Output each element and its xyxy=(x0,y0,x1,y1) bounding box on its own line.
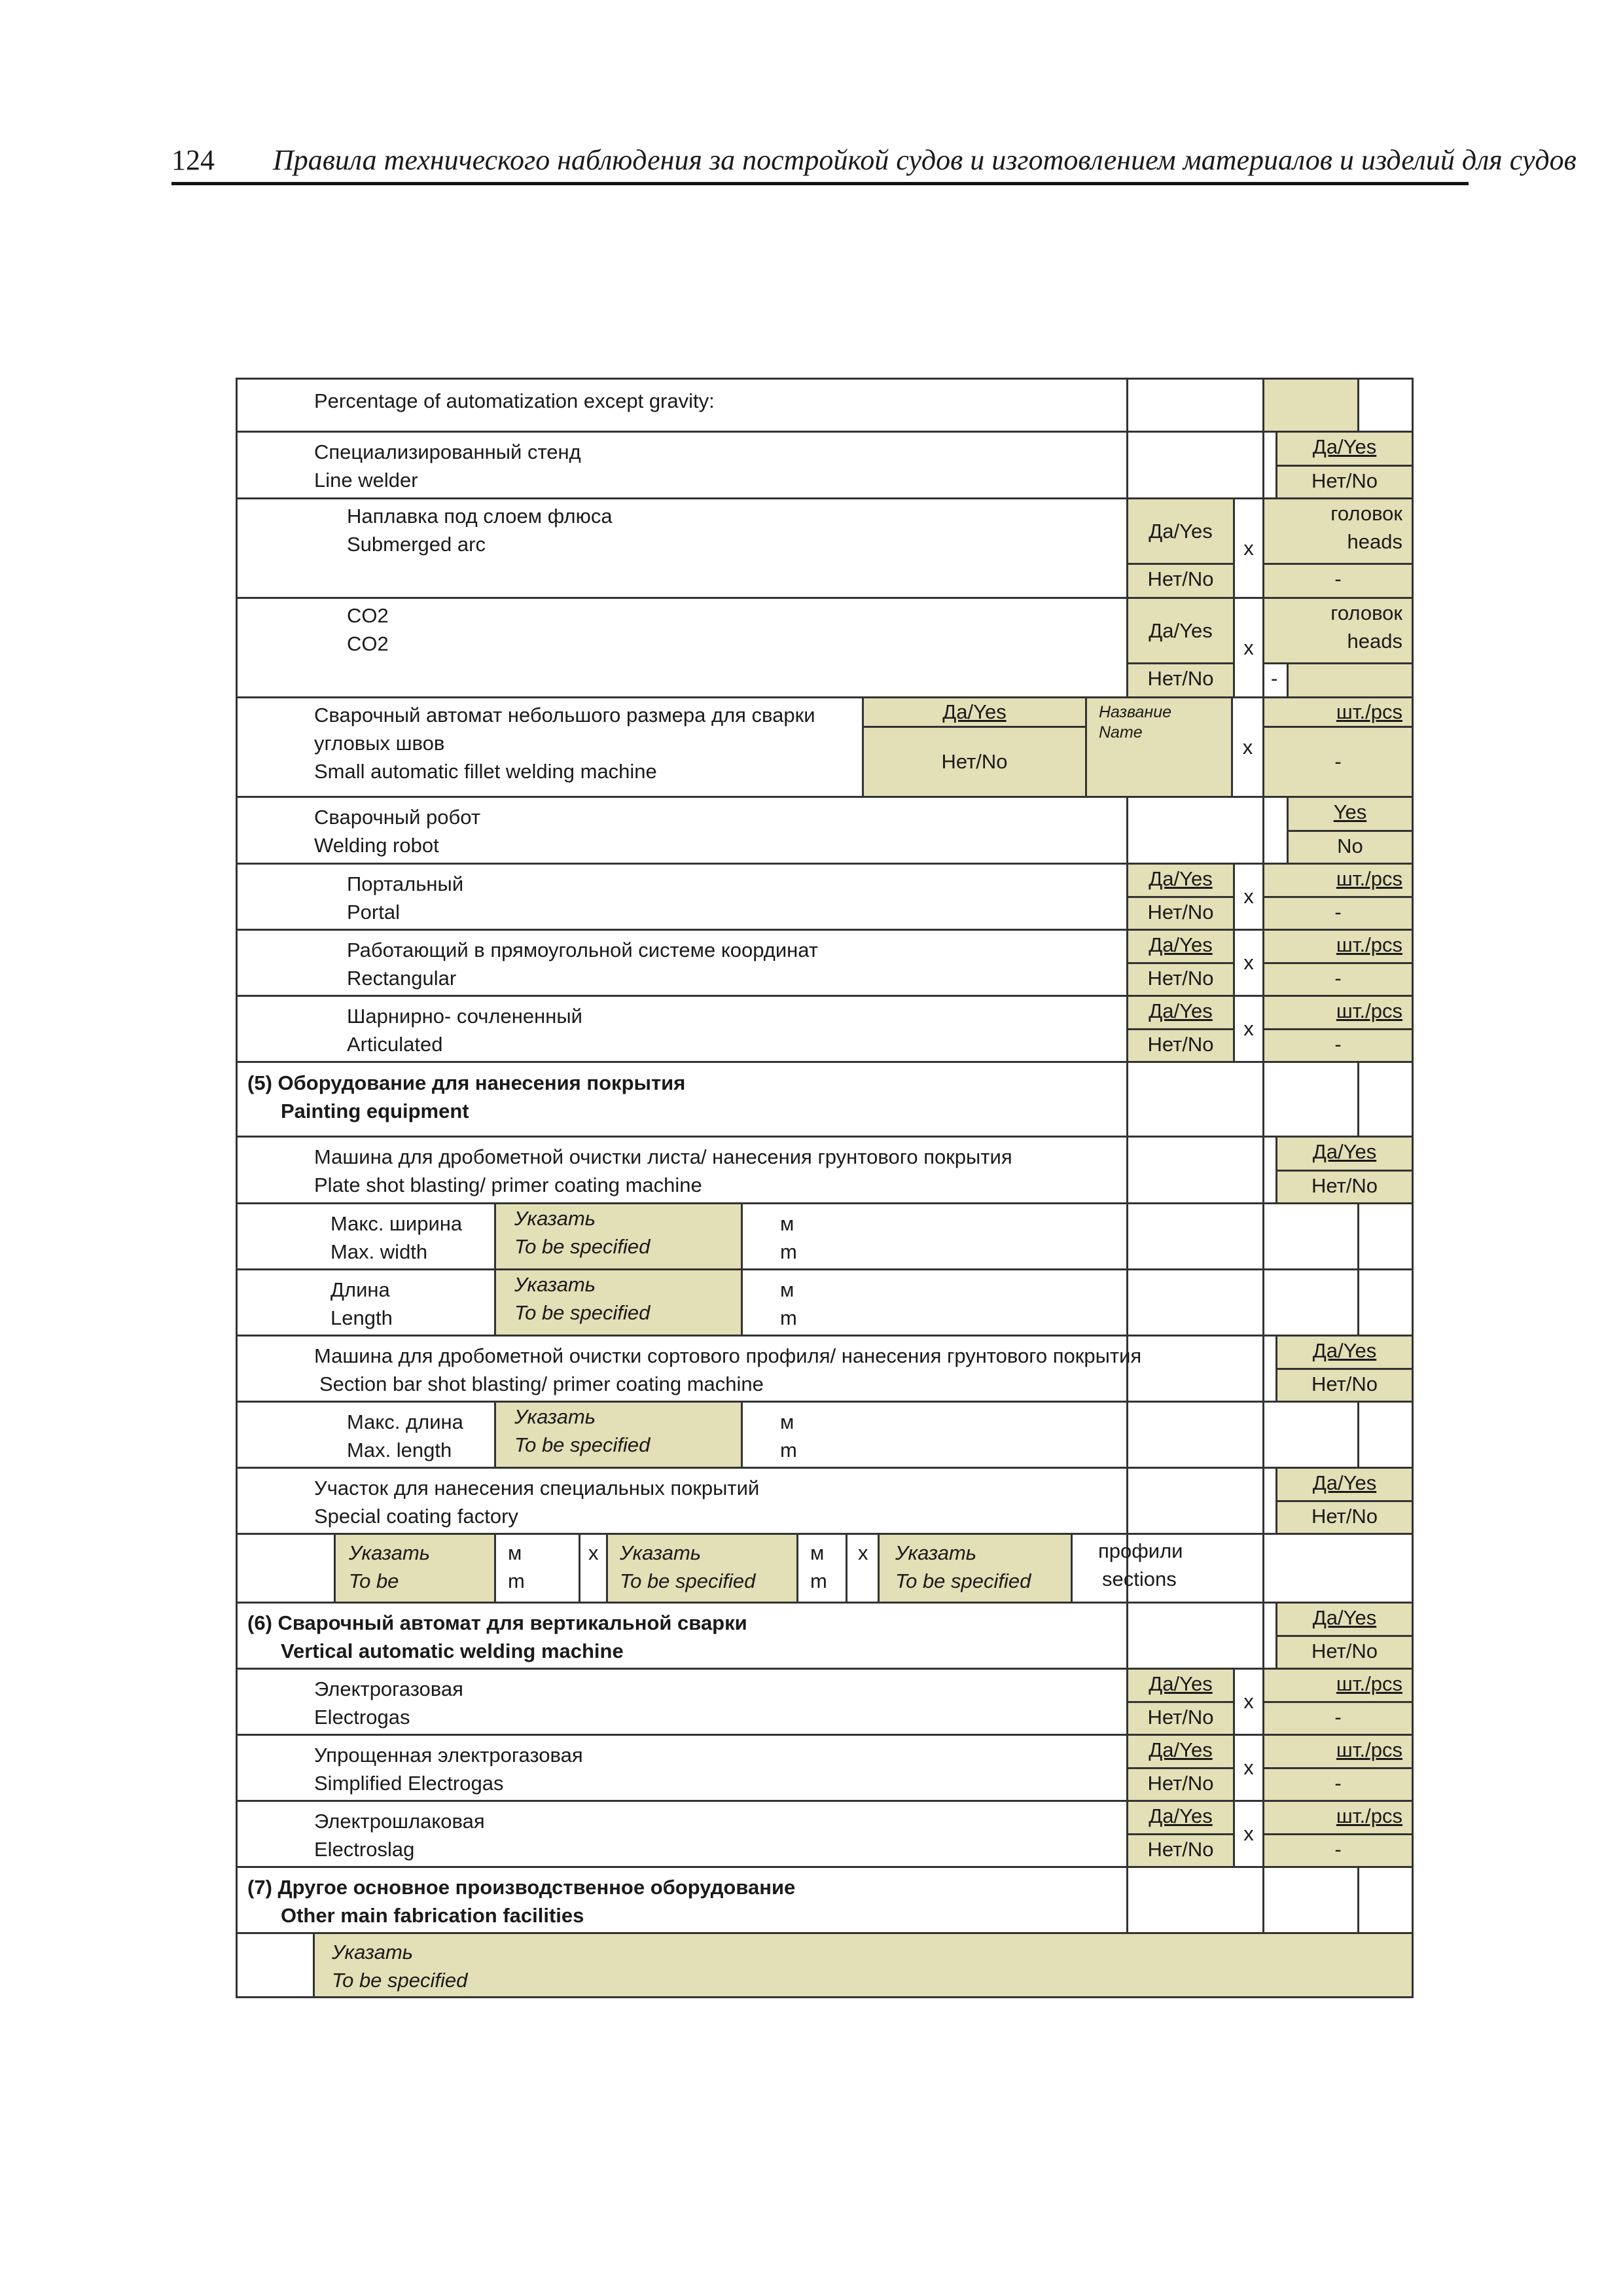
no-option[interactable]: Нет/No xyxy=(1126,662,1235,698)
yes-option[interactable]: Да/Yes xyxy=(1126,1734,1235,1769)
page-number: 124 xyxy=(171,144,215,176)
special-coating-label: Участок для нанесения специальных покрытий Special coating factory xyxy=(314,1477,760,1528)
electrogas-label: Электрогазовая Electrogas xyxy=(314,1677,463,1729)
heads-count[interactable]: - xyxy=(1262,662,1289,698)
yes-option[interactable]: Да/Yes xyxy=(1126,497,1235,565)
heads-input[interactable]: головок heads xyxy=(1262,497,1414,565)
multiply-sign: x xyxy=(1233,995,1264,1063)
multiply-sign: x xyxy=(846,1533,880,1604)
yes-option[interactable]: Да/Yes xyxy=(1126,1668,1235,1703)
empty-cell xyxy=(1262,796,1289,865)
line-welder-label: Специализированный стенд Line welder xyxy=(314,440,581,492)
rectangular-label: Работающий в прямоугольной системе координат Rectangular xyxy=(347,939,819,990)
yes-option[interactable]: Да/Yes xyxy=(1275,1136,1414,1172)
max-length-label: Макс. длина Max. length xyxy=(347,1410,463,1462)
empty-cell xyxy=(1126,1401,1264,1469)
no-option[interactable]: Нет/No xyxy=(1126,1701,1235,1736)
name-input[interactable]: Название Name xyxy=(1085,696,1233,798)
empty-cell xyxy=(1262,1202,1359,1270)
height-input[interactable]: Указать To be specified xyxy=(606,1533,798,1604)
empty-cell xyxy=(1126,1602,1264,1670)
yes-option[interactable]: Да/Yes xyxy=(1275,1467,1414,1502)
no-option[interactable]: Нет/No xyxy=(1126,896,1235,931)
empty-cell xyxy=(1126,1136,1264,1204)
no-option[interactable]: Нет/No xyxy=(862,726,1087,798)
empty-cell xyxy=(1262,1061,1359,1138)
yes-option[interactable]: Да/Yes xyxy=(862,696,1087,728)
no-option[interactable]: Нет/No xyxy=(1275,1635,1414,1670)
yes-option[interactable]: Да/Yes xyxy=(1126,863,1235,898)
no-option[interactable]: Нет/No xyxy=(1275,1368,1414,1403)
profiles-input[interactable]: Указать To be specified xyxy=(878,1533,1073,1604)
section-7-heading: (7) Другое основное производственное оборудование Other main fabrication facilities xyxy=(247,1876,796,1927)
empty-cell xyxy=(1357,1401,1414,1469)
multiply-sign: x xyxy=(1233,1734,1264,1802)
page-header xyxy=(171,143,1577,185)
pcs-count[interactable]: - xyxy=(1262,1767,1414,1802)
other-facilities-input[interactable]: Указать To be specified xyxy=(313,1932,1414,1998)
no-option[interactable]: Нет/No xyxy=(1275,1500,1414,1535)
width-input[interactable]: Указать To be xyxy=(334,1533,496,1604)
multiply-sign: x xyxy=(1233,1800,1264,1868)
section-bar-label: Машина для дробометной очистки сортового профиля/ нанесения грунтового покрытия Section bar shot blasting/ primer coating machine xyxy=(314,1344,1142,1395)
profiles-label: профили sections xyxy=(1098,1539,1183,1590)
empty-cell xyxy=(1357,378,1414,433)
empty-cell xyxy=(1126,1202,1264,1270)
welding-robot-label: Сварочный робот Welding robot xyxy=(314,806,481,857)
empty-cell xyxy=(1126,1467,1264,1535)
yes-option[interactable]: Да/Yes xyxy=(1126,1800,1235,1835)
multiply-sign: x xyxy=(1233,597,1264,698)
pcs-label: шт./pcs xyxy=(1262,1800,1414,1835)
multiply-sign: x xyxy=(1233,929,1264,997)
no-option[interactable]: Нет/No xyxy=(1126,1833,1235,1868)
pcs-label: шт./pcs xyxy=(1262,696,1414,728)
empty-cell xyxy=(1126,1061,1264,1138)
electroslag-label: Электрошлаковая Electroslag xyxy=(314,1810,485,1861)
heads-input[interactable]: головок heads xyxy=(1262,597,1414,664)
no-option[interactable]: Нет/No xyxy=(1126,563,1235,599)
yes-option[interactable]: Да/Yes xyxy=(1275,1602,1414,1637)
empty-cell xyxy=(1126,431,1264,499)
empty-cell xyxy=(1126,1866,1264,1934)
no-option[interactable]: No xyxy=(1287,830,1414,865)
multiply-sign: x xyxy=(1233,1668,1264,1736)
pcs-label: шт./pcs xyxy=(1262,1734,1414,1769)
pcs-count[interactable]: - xyxy=(1262,962,1414,997)
length-label: Длина Length xyxy=(330,1278,393,1329)
pcs-count[interactable]: - xyxy=(1262,1701,1414,1736)
max-length-input[interactable]: Указать To be specified xyxy=(494,1401,743,1469)
empty-cell xyxy=(1357,1202,1414,1270)
length-input[interactable]: Указать To be specified xyxy=(494,1268,743,1336)
multiply-sign: x xyxy=(579,1533,608,1604)
co2-label: CO2 CO2 xyxy=(347,604,389,655)
no-option[interactable]: Нет/No xyxy=(1126,1767,1235,1802)
section-5-heading: (5) Оборудование для нанесения покрытия Painting equipment xyxy=(247,1071,686,1122)
pcs-label: шт./pcs xyxy=(1262,995,1414,1030)
no-option[interactable]: Нет/No xyxy=(1126,1028,1235,1063)
yes-option[interactable]: Да/Yes xyxy=(1126,929,1235,964)
equipment-form xyxy=(236,378,1414,1998)
unit-label: м m xyxy=(780,1212,797,1263)
plate-shot-label: Машина для дробометной очистки листа/ нанесения грунтового покрытия Plate shot blasting/ primer coating machine xyxy=(314,1145,1012,1196)
pcs-count[interactable]: - xyxy=(1262,1833,1414,1868)
pcs-count[interactable]: - xyxy=(1262,896,1414,931)
unit-label: м m xyxy=(494,1533,580,1604)
yes-option[interactable]: Да/Yes xyxy=(1126,597,1235,664)
percentage-input[interactable] xyxy=(1262,378,1359,433)
max-width-label: Макс. ширина Max. width xyxy=(330,1212,463,1263)
empty-cell xyxy=(1357,1866,1414,1934)
multiply-sign: x xyxy=(1233,497,1264,599)
fillet-machine-label: Сварочный автомат небольшого размера для сварки угловых швов Small automatic fillet welding machine xyxy=(314,704,815,783)
empty-cell xyxy=(1126,1335,1264,1403)
no-option[interactable]: Нет/No xyxy=(1126,962,1235,997)
no-option[interactable]: Нет/No xyxy=(1275,1170,1414,1204)
heads-count-field[interactable] xyxy=(1287,662,1414,698)
articulated-label: Шарнирно- сочлененный Articulated xyxy=(347,1005,582,1056)
no-option[interactable]: Нет/No xyxy=(1275,465,1414,499)
empty-cell xyxy=(1357,1061,1414,1138)
empty-cell xyxy=(236,1932,315,1998)
pcs-label: шт./pcs xyxy=(1262,863,1414,898)
empty-cell xyxy=(1262,1866,1359,1934)
yes-option[interactable]: Да/Yes xyxy=(1126,995,1235,1030)
submerged-arc-label: Наплавка под слоем флюса Submerged arc xyxy=(347,505,613,556)
automatization-label: Percentage of automatization except gravity: xyxy=(314,389,715,412)
pcs-count[interactable]: - xyxy=(1262,726,1414,798)
empty-cell xyxy=(1262,1401,1359,1469)
pcs-count[interactable]: - xyxy=(1262,1028,1414,1063)
empty-cell xyxy=(1262,1268,1359,1336)
multiply-sign: x xyxy=(1231,696,1264,798)
empty-cell xyxy=(1126,378,1264,433)
page-title: Правила технического наблюдения за постройкой судов и изготовлением материалов и изделий для судов xyxy=(273,144,1577,176)
portal-label: Портальный Portal xyxy=(347,872,464,924)
pcs-label: шт./pcs xyxy=(1262,929,1414,964)
empty-cell xyxy=(1357,1268,1414,1336)
empty-cell xyxy=(1126,1268,1264,1336)
simplified-electrogas-label: Упрощенная электрогазовая Simplified Electrogas xyxy=(314,1744,583,1795)
section-6-heading: (6) Сварочный автомат для вертикальной сварки Vertical automatic welding machine xyxy=(247,1611,747,1662)
multiply-sign: x xyxy=(1233,863,1264,931)
yes-option[interactable]: Да/Yes xyxy=(1275,431,1414,467)
unit-label: м m xyxy=(780,1278,797,1329)
pcs-label: шт./pcs xyxy=(1262,1668,1414,1703)
max-width-input[interactable]: Указать To be specified xyxy=(494,1202,743,1270)
empty-cell xyxy=(1126,796,1264,865)
unit-label: м m xyxy=(780,1410,797,1462)
unit-label: м m xyxy=(796,1533,847,1604)
yes-option[interactable]: Да/Yes xyxy=(1275,1335,1414,1370)
heads-count[interactable]: - xyxy=(1262,563,1414,599)
yes-option[interactable]: Yes xyxy=(1287,796,1414,832)
